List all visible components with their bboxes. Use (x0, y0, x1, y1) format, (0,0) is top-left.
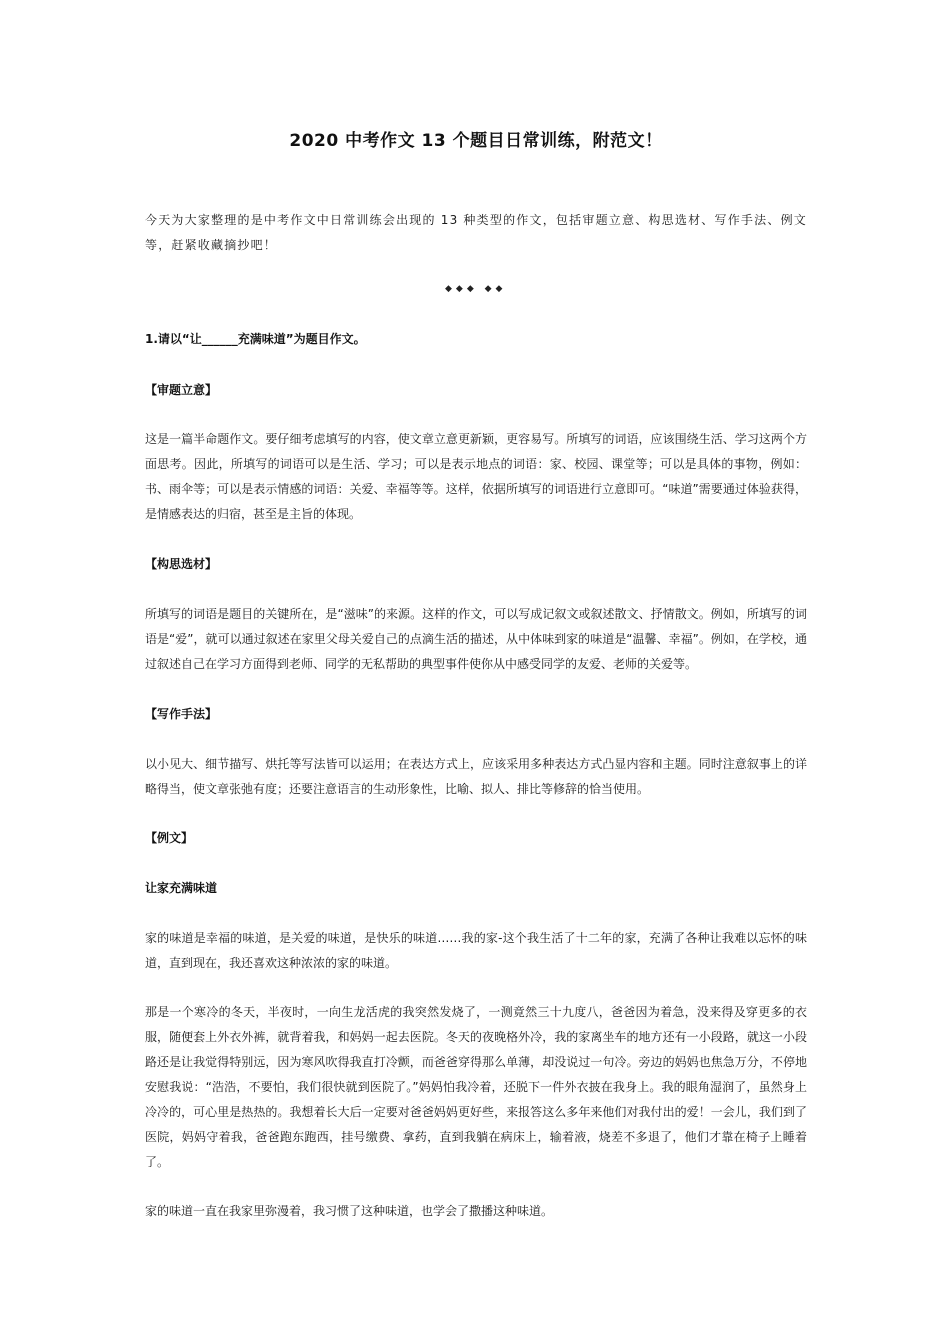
section-heading-liwen: 【例文】 (145, 831, 194, 845)
intro-paragraph: 今天为大家整理的是中考作文中日常训练会出现的 13 种类型的作文，包括审题立意、构思选材、写作手法、例文等，赶紧收藏摘抄吧！ (145, 213, 807, 252)
section-heading-shenti: 【审题立意】 (145, 383, 218, 397)
essay-paragraph-1: 家的味道是幸福的味道，是关爱的味道，是快乐的味道……我的家-这个我生活了十二年的家，充满了各种让我难以忘怀的味道，直到现在，我还喜欢这种浓浓的家的味道。 (145, 931, 807, 970)
xiezuo-paragraph: 以小见大、细节描写、烘托等写法皆可以运用；在表达方式上，应该采用多种表达方式凸显内容和主题。同时注意叙事上的详略得当，使文章张弛有度；还要注意语言的生动形象性，比喻、拟人、排比等修辞的恰当使用。 (145, 757, 807, 796)
section-divider: ◆◆◆ ◆◆ (445, 284, 507, 294)
shenti-paragraph: 这是一篇半命题作文。要仔细考虑填写的内容，使文章立意更新颖，更容易写。所填写的词语，应该围绕生活、学习这两个方面思考。因此，所填写的词语可以是生活、学习；可以是表示地点的词语：家、校园、课堂等；可以是具体的事物，例如：书、雨伞等；可以是表示情感的词语：关爱、幸福等等。这样，依据所填写的词语进行立意即可。“味道”需要通过体验获得，是情感表达的归宿，甚至是主旨的体现。 (145, 432, 807, 521)
section-heading-xiezuo: 【写作手法】 (145, 707, 218, 721)
gousi-paragraph: 所填写的词语是题目的关键所在，是“滋味”的来源。这样的作文，可以写成记叙文或叙述散文、抒情散文。例如，所填写的词语是“爱”，就可以通过叙述在家里父母关爱自己的点滴生活的描述，从中体味到家的味道是“温馨、幸福”。例如，在学校，通过叙述自己在学习方面得到老师、同学的无私帮助的典型事件使你从中感受同学的友爱、老师的关爱等。 (145, 607, 807, 671)
document-title: 2020 中考作文 13 个题目日常训练，附范文！ (289, 131, 663, 151)
essay-paragraph-3: 家的味道一直在我家里弥漫着，我习惯了这种味道，也学会了撒播这种味道。 (145, 1204, 554, 1218)
essay-paragraph-2: 那是一个寒冷的冬天，半夜时，一向生龙活虎的我突然发烧了，一测竟然三十九度八，爸爸因为着急，没来得及穿更多的衣服，随便套上外衣外裤，就背着我，和妈妈一起去医院。冬天的夜晚格外冷，我的家离坐车的地方还有一小段路，就这一小段路还是让我觉得特别远，因为寒风吹得我直打冷颤，而爸爸穿得那么单薄，却没说过一句冷。旁边的妈妈也焦急万分，不停地安慰我说：“浩浩，不要怕，我们很快就到医院了。”妈妈怕我冷着，还脱下一件外衣披在我身上。我的眼角湿润了，虽然身上冷冷的，可心里是热热的。我想着长大后一定要对爸爸妈妈更好些，来报答这么多年来他们对我付出的爱！一会儿，我们到了医院，妈妈守着我，爸爸跑东跑西，挂号缴费、拿药，直到我躺在病床上，输着液，烧差不多退了，他们才靠在椅子上睡着了。 (145, 1005, 807, 1169)
essay-title: 让家充满味道 (145, 881, 218, 895)
question-1-title: 1.请以“让______充满味道”为题目作文。 (145, 332, 366, 346)
section-heading-gousi: 【构思选材】 (145, 557, 218, 571)
